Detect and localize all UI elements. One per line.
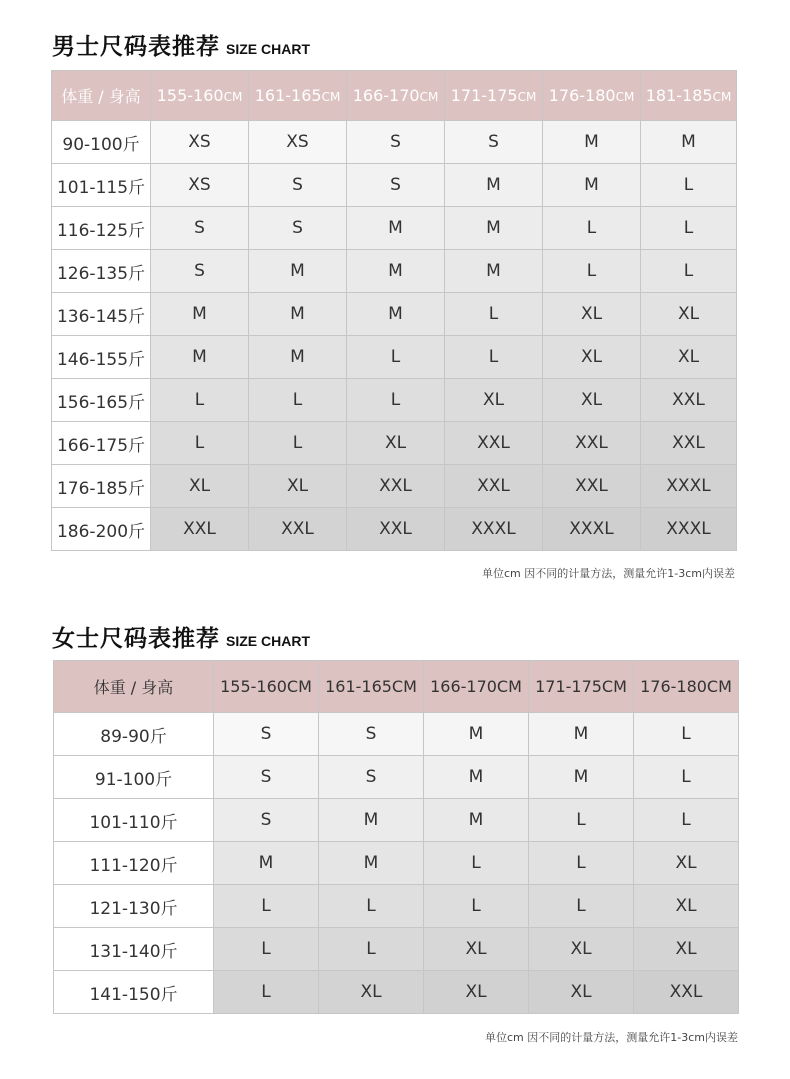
men-size-cell: S	[445, 121, 543, 164]
men-size-cell: XXL	[249, 508, 347, 551]
women-size-cell: M	[424, 799, 529, 842]
men-size-cell: M	[445, 207, 543, 250]
men-size-cell: M	[347, 293, 445, 336]
men-size-cell: L	[151, 422, 249, 465]
men-subtitle: SIZE CHART	[226, 41, 310, 57]
men-size-cell: S	[347, 164, 445, 207]
men-size-cell: L	[641, 164, 737, 207]
men-size-cell: XXL	[445, 465, 543, 508]
women-size-cell: XL	[424, 971, 529, 1014]
women-size-cell: XL	[424, 928, 529, 971]
men-size-cell: XXXL	[641, 508, 737, 551]
women-height-header: 171-175CM	[529, 661, 634, 713]
men-weight-cell: 90-100斤	[52, 121, 151, 164]
women-weight-cell: 91-100斤	[54, 756, 214, 799]
women-size-cell: L	[529, 842, 634, 885]
men-size-cell: L	[641, 250, 737, 293]
men-size-cell: L	[347, 379, 445, 422]
men-size-cell: M	[641, 121, 737, 164]
women-weight-cell: 111-120斤	[54, 842, 214, 885]
women-size-cell: L	[319, 928, 424, 971]
women-title: 女士尺码表推荐	[52, 626, 220, 652]
men-height-header: 176-180CM	[543, 71, 641, 121]
men-size-cell: XXXL	[445, 508, 543, 551]
men-size-cell: L	[249, 422, 347, 465]
women-size-cell: L	[214, 971, 319, 1014]
men-size-cell: XXL	[641, 379, 737, 422]
women-table-row	[54, 885, 739, 928]
men-size-cell: XL	[445, 379, 543, 422]
women-table-row	[54, 799, 739, 842]
men-corner-header: 体重 / 身高	[52, 71, 151, 121]
women-table-row	[54, 842, 739, 885]
men-size-cell: XL	[151, 465, 249, 508]
women-table-row	[54, 971, 739, 1014]
men-table-row	[52, 164, 737, 207]
men-weight-cell: 146-155斤	[52, 336, 151, 379]
women-size-cell: XL	[634, 842, 739, 885]
women-size-cell: S	[319, 713, 424, 756]
men-size-cell: XL	[543, 336, 641, 379]
women-weight-cell: 131-140斤	[54, 928, 214, 971]
women-size-cell: M	[424, 756, 529, 799]
men-size-cell: XXL	[151, 508, 249, 551]
men-weight-cell: 176-185斤	[52, 465, 151, 508]
men-size-cell: XL	[249, 465, 347, 508]
men-table-row	[52, 422, 737, 465]
men-size-cell: S	[151, 250, 249, 293]
women-height-header: 166-170CM	[424, 661, 529, 713]
men-size-cell: L	[249, 379, 347, 422]
men-table-row	[52, 336, 737, 379]
women-size-cell: L	[319, 885, 424, 928]
women-subtitle: SIZE CHART	[226, 633, 310, 649]
women-size-cell: XL	[529, 971, 634, 1014]
men-height-header: 155-160CM	[151, 71, 249, 121]
men-size-cell: M	[543, 121, 641, 164]
women-size-cell: XL	[634, 928, 739, 971]
men-weight-cell: 186-200斤	[52, 508, 151, 551]
women-size-cell: M	[529, 756, 634, 799]
women-size-cell: L	[634, 799, 739, 842]
women-size-cell: L	[214, 885, 319, 928]
women-size-cell: L	[634, 713, 739, 756]
women-size-cell: M	[319, 842, 424, 885]
women-weight-cell: 101-110斤	[54, 799, 214, 842]
women-size-table	[53, 660, 739, 1014]
men-size-cell: L	[347, 336, 445, 379]
women-table-row	[54, 928, 739, 971]
men-size-cell: XXXL	[641, 465, 737, 508]
men-size-cell: M	[249, 293, 347, 336]
men-weight-cell: 101-115斤	[52, 164, 151, 207]
men-footnote: 单位cm 因不同的计量方法，测量允许1-3cm内误差	[482, 567, 735, 580]
men-height-header: 171-175CM	[445, 71, 543, 121]
men-size-cell: XS	[151, 164, 249, 207]
men-size-cell: XXL	[445, 422, 543, 465]
men-size-cell: M	[249, 336, 347, 379]
men-size-cell: XL	[641, 293, 737, 336]
women-footnote: 单位cm 因不同的计量方法，测量允许1-3cm内误差	[485, 1031, 738, 1044]
men-size-cell: M	[347, 207, 445, 250]
women-size-cell: L	[529, 885, 634, 928]
men-weight-cell: 116-125斤	[52, 207, 151, 250]
men-weight-cell: 126-135斤	[52, 250, 151, 293]
women-height-header: 176-180CM	[634, 661, 739, 713]
men-size-cell: XXL	[543, 422, 641, 465]
men-size-cell: XL	[543, 379, 641, 422]
women-size-cell: S	[214, 799, 319, 842]
men-size-cell: XXL	[641, 422, 737, 465]
women-corner-header: 体重 / 身高	[54, 661, 214, 713]
women-size-cell: M	[319, 799, 424, 842]
men-table-row	[52, 465, 737, 508]
women-size-cell: S	[319, 756, 424, 799]
women-weight-cell: 89-90斤	[54, 713, 214, 756]
women-table-row	[54, 756, 739, 799]
men-size-cell: XL	[347, 422, 445, 465]
men-size-cell: XXL	[347, 465, 445, 508]
women-size-cell: XL	[319, 971, 424, 1014]
women-section-title	[52, 620, 310, 653]
men-size-cell: XS	[249, 121, 347, 164]
men-size-cell: XXL	[347, 508, 445, 551]
men-size-table	[51, 70, 737, 551]
women-size-cell: L	[424, 885, 529, 928]
men-size-cell: S	[151, 207, 249, 250]
men-size-cell: M	[347, 250, 445, 293]
men-size-cell: M	[445, 164, 543, 207]
women-header-row	[54, 661, 739, 713]
men-size-cell: S	[249, 207, 347, 250]
men-size-cell: XXL	[543, 465, 641, 508]
men-size-cell: L	[543, 250, 641, 293]
men-size-cell: L	[445, 336, 543, 379]
men-weight-cell: 136-145斤	[52, 293, 151, 336]
men-header-row	[52, 71, 737, 121]
men-table-row	[52, 508, 737, 551]
men-size-cell: L	[641, 207, 737, 250]
men-weight-cell: 156-165斤	[52, 379, 151, 422]
men-table-row	[52, 207, 737, 250]
men-size-cell: M	[151, 293, 249, 336]
men-size-cell: L	[543, 207, 641, 250]
women-table-row	[54, 713, 739, 756]
women-size-cell: L	[214, 928, 319, 971]
men-size-cell: XS	[151, 121, 249, 164]
women-size-cell: M	[529, 713, 634, 756]
women-size-cell: M	[214, 842, 319, 885]
women-height-header: 161-165CM	[319, 661, 424, 713]
men-size-cell: M	[445, 250, 543, 293]
women-weight-cell: 121-130斤	[54, 885, 214, 928]
women-size-cell: S	[214, 713, 319, 756]
men-table-row	[52, 250, 737, 293]
men-size-cell: XL	[641, 336, 737, 379]
men-height-header: 161-165CM	[249, 71, 347, 121]
women-size-cell: S	[214, 756, 319, 799]
men-size-cell: L	[445, 293, 543, 336]
men-size-cell: M	[543, 164, 641, 207]
men-size-cell: M	[151, 336, 249, 379]
women-size-cell: XL	[529, 928, 634, 971]
women-size-cell: M	[424, 713, 529, 756]
men-table-row	[52, 379, 737, 422]
men-title: 男士尺码表推荐	[52, 34, 220, 60]
women-size-cell: L	[529, 799, 634, 842]
men-size-cell: S	[249, 164, 347, 207]
women-size-cell: XL	[634, 885, 739, 928]
men-size-cell: S	[347, 121, 445, 164]
men-weight-cell: 166-175斤	[52, 422, 151, 465]
men-table-row	[52, 293, 737, 336]
women-size-cell: L	[634, 756, 739, 799]
women-height-header: 155-160CM	[214, 661, 319, 713]
women-weight-cell: 141-150斤	[54, 971, 214, 1014]
men-section-title	[52, 28, 310, 61]
women-size-cell: XXL	[634, 971, 739, 1014]
men-height-header: 166-170CM	[347, 71, 445, 121]
men-size-cell: XXXL	[543, 508, 641, 551]
women-size-cell: L	[424, 842, 529, 885]
men-table-row	[52, 121, 737, 164]
men-height-header: 181-185CM	[641, 71, 737, 121]
men-size-cell: L	[151, 379, 249, 422]
men-size-cell: XL	[543, 293, 641, 336]
men-size-cell: M	[249, 250, 347, 293]
